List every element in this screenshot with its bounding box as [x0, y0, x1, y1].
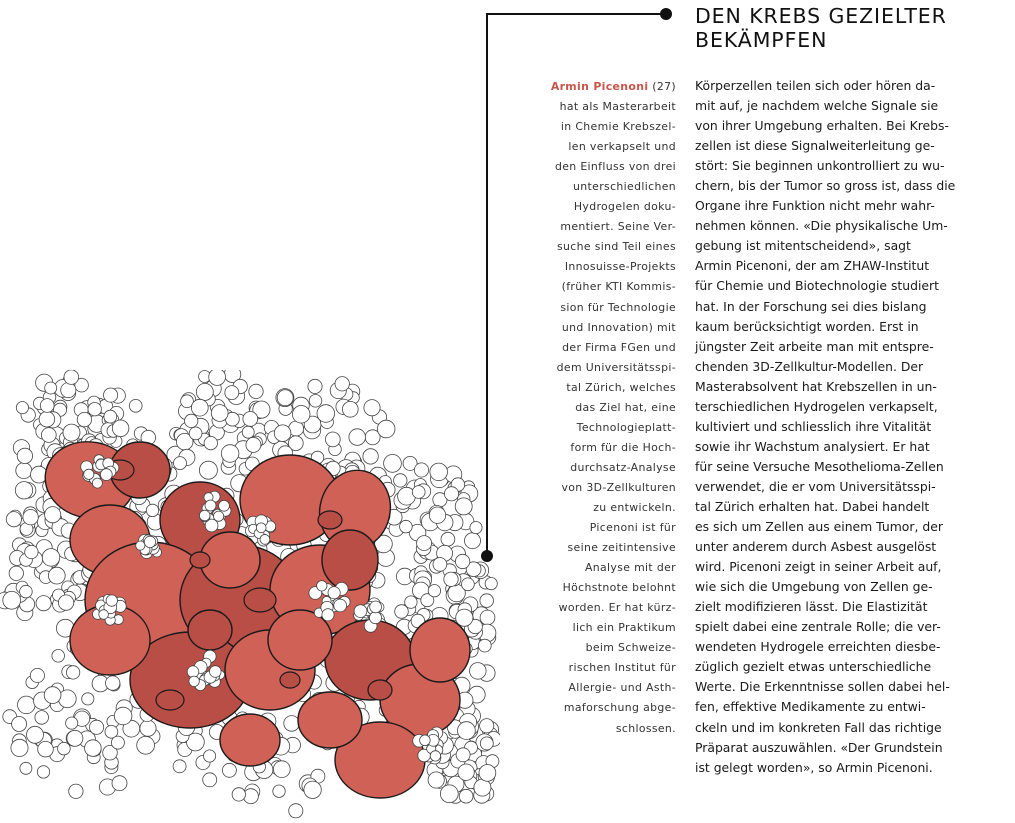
body-line: ist gelegt worden», so Armin Picenoni. [695, 759, 933, 775]
body-line: hat. In der Forschung sei dies bislang [695, 298, 927, 314]
sidebar-line: das Ziel hat, eine [575, 400, 676, 414]
article-title [695, 4, 1005, 52]
body-line: Körperzellen teilen sich oder hören da- [695, 78, 936, 93]
body-line: von ihrer Umgebung erhalten. Bei Krebs- [695, 118, 949, 134]
body-line: mit auf, je nachdem welche Signale sie [695, 98, 939, 114]
leader-start-dot [660, 8, 672, 20]
sidebar-line: lich ein Praktikum [572, 621, 676, 635]
sidebar-line: (früher KTI Kommis- [561, 280, 676, 294]
sidebar-line: maforschung abge- [563, 701, 676, 715]
body-line: Masterabsolvent hat Krebszellen in un- [695, 378, 937, 394]
body-line: sowie ihr Wachstum analysiert. Er hat [695, 438, 930, 454]
sidebar-line: Technologieplatt- [576, 420, 676, 434]
body-line: wendeten Hydrogele erreichten diesbe- [695, 639, 941, 655]
sidebar-line: und Innovation) mit [561, 320, 676, 334]
sidebar-line: zu entwickeln. [593, 500, 676, 514]
author-age: (27) [648, 80, 676, 93]
sidebar-line: durchsatz-Analyse [570, 460, 676, 474]
article-body [695, 76, 1013, 778]
sidebar-line: Allergie- und Asth- [568, 681, 676, 695]
body-line: züglich gezielt etwas unterschiedliche [695, 659, 932, 675]
body-line: unter anderem durch Asbest ausgelöst [695, 539, 937, 555]
body-line: kaum berücksichtigt worden. Erst in [695, 318, 919, 334]
sidebar-line: form für die Hoch- [570, 440, 676, 454]
body-line: nehmen können. «Die physikalische Um- [695, 218, 948, 234]
sidebar-line: seine zeitintensive [567, 541, 676, 555]
sidebar-line: len verkapselt und [568, 140, 676, 154]
sidebar-line: von 3D-Zellkulturen [561, 480, 676, 494]
sidebar-line: Analyse mit der [584, 561, 676, 575]
body-line: tal Zürich erhalten hat. Dabei handelt [695, 498, 930, 514]
sidebar-line: Höchstnote belohnt [562, 581, 676, 595]
sidebar-line: sion für Technologie [560, 300, 676, 314]
body-line: zellen ist diese Signalweiterleitung ge- [695, 138, 935, 154]
body-line: verwendet, die er vom Universitätsspi- [695, 478, 936, 494]
author-sidebar [540, 77, 676, 739]
body-line: Organe ihre Funktion nicht mehr wahr- [695, 198, 935, 214]
body-line: stört: Sie beginnen unkontrolliert zu wu- [695, 158, 945, 174]
sidebar-line: mentiert. Seine Ver- [560, 220, 676, 234]
body-line: chern, bis der Tumor so gross ist, dass die [695, 178, 956, 194]
sidebar-line: den Einfluss von drei [554, 160, 676, 174]
body-line: spielt dabei eine zentrale Rolle; die ver- [695, 619, 941, 635]
body-line: fen, effektive Medikamente zu entwi- [695, 699, 926, 715]
body-line: Armin Picenoni, der am ZHAW-Institut [695, 258, 930, 274]
sidebar-line: worden. Er hat kürz- [558, 601, 676, 615]
body-line: wird. Picenoni zeigt in seiner Arbeit auf, [695, 559, 942, 575]
body-line: zielt modifizieren lässt. Die Elastizität [695, 599, 928, 615]
sidebar-line: Innosuisse-Projekts [564, 260, 676, 274]
body-line: terschiedlichen Hydrogelen verkapselt, [695, 398, 938, 414]
body-line: chenden 3D-Zellkultur-Modellen. Der [695, 358, 924, 374]
sidebar-line: schlossen. [615, 721, 676, 735]
sidebar-line: Picenoni ist für [589, 521, 676, 535]
sidebar-line: dem Universitätsspi- [556, 360, 676, 374]
body-line: für seine Versuche Mesothelioma-Zellen [695, 458, 944, 474]
body-line: für Chemie und Biotechnologie studiert [695, 278, 940, 294]
sidebar-line: in Chemie Krebszel- [560, 120, 676, 134]
sidebar-line: suche sind Teil eines [557, 240, 676, 254]
body-line: jüngster Zeit arbeite man mit entspre- [695, 338, 934, 354]
sidebar-line: unterschiedlichen [573, 180, 676, 194]
body-line: gebung ist mitentscheidend», sagt [695, 238, 911, 254]
body-line: kultiviert und schliesslich ihre Vitalität [695, 418, 932, 434]
sidebar-line: hat als Masterarbeit [559, 100, 676, 114]
body-line: Präparat auszuwählen. «Der Grundstein [695, 739, 943, 755]
sidebar-line: der Firma FGen und [562, 340, 676, 354]
body-line: Werte. Die Erkenntnisse sollen dabei hel- [695, 679, 950, 695]
sidebar-line: Hydrogelen doku- [573, 200, 676, 214]
body-line: es sich um Zellen aus einem Tumor, der [695, 519, 943, 535]
body-line: ckeln und im konkreten Fall das richtige [695, 719, 942, 735]
sidebar-line: beim Schweize- [585, 641, 676, 655]
sidebar-line: tal Zürich, welches [566, 380, 676, 394]
cell-cluster-illustration [0, 370, 500, 823]
author-name: Armin Picenoni [550, 80, 649, 93]
body-line: wie sich die Umgebung von Zellen ge- [695, 579, 933, 595]
title-line: BEKÄMPFEN [695, 28, 828, 52]
sidebar-line: rischen Institut für [568, 661, 676, 675]
sidebar-first-line [540, 77, 676, 97]
title-line: DEN KREBS GEZIELTER [695, 4, 947, 28]
